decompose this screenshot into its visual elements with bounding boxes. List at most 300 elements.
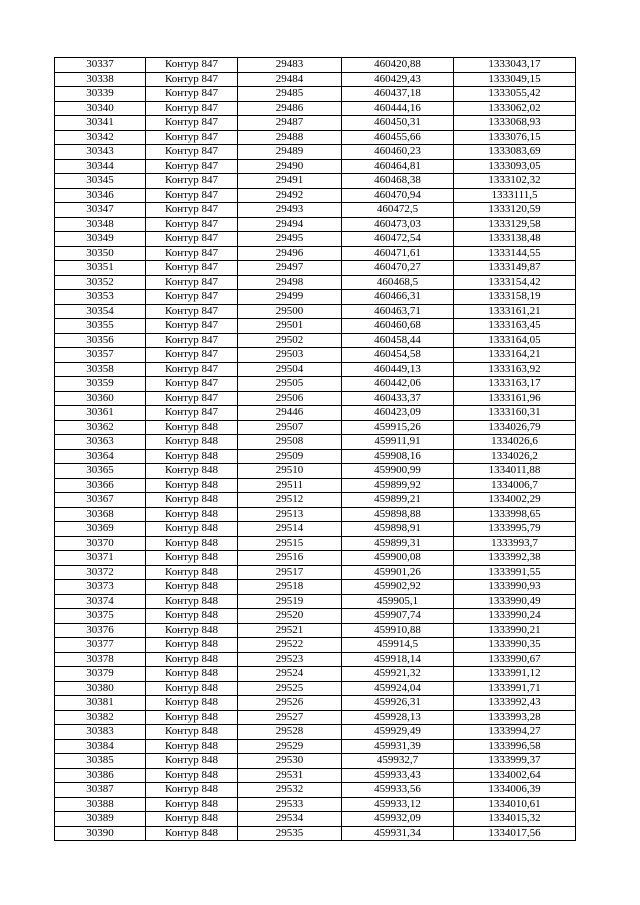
y-coordinate-cell: 1333161,21 xyxy=(454,304,576,319)
y-coordinate-cell: 1334026,6 xyxy=(454,435,576,450)
contour-cell: Контур 848 xyxy=(146,565,238,580)
vertex-number-cell: 29488 xyxy=(238,130,342,145)
table-row xyxy=(55,652,576,667)
table-row xyxy=(55,696,576,711)
y-coordinate-cell: 1333158,19 xyxy=(454,290,576,305)
vertex-number-cell: 29495 xyxy=(238,232,342,247)
contour-cell: Контур 847 xyxy=(146,58,238,73)
y-coordinate-cell: 1333163,92 xyxy=(454,362,576,377)
table-row xyxy=(55,377,576,392)
point-number-cell: 30381 xyxy=(55,696,146,711)
point-number-cell: 30383 xyxy=(55,725,146,740)
table-row xyxy=(55,232,576,247)
x-coordinate-cell: 459898,91 xyxy=(342,522,454,537)
point-number-cell: 30374 xyxy=(55,594,146,609)
y-coordinate-cell: 1333163,17 xyxy=(454,377,576,392)
x-coordinate-cell: 459933,43 xyxy=(342,768,454,783)
vertex-number-cell: 29510 xyxy=(238,464,342,479)
vertex-number-cell: 29517 xyxy=(238,565,342,580)
contour-cell: Контур 848 xyxy=(146,493,238,508)
x-coordinate-cell: 459931,39 xyxy=(342,739,454,754)
x-coordinate-cell: 459907,74 xyxy=(342,609,454,624)
table-row xyxy=(55,116,576,131)
vertex-number-cell: 29504 xyxy=(238,362,342,377)
table-row xyxy=(55,290,576,305)
x-coordinate-cell: 459928,13 xyxy=(342,710,454,725)
contour-cell: Контур 847 xyxy=(146,116,238,131)
point-number-cell: 30338 xyxy=(55,72,146,87)
vertex-number-cell: 29494 xyxy=(238,217,342,232)
contour-cell: Контур 848 xyxy=(146,652,238,667)
table-row xyxy=(55,217,576,232)
y-coordinate-cell: 1333076,15 xyxy=(454,130,576,145)
point-number-cell: 30359 xyxy=(55,377,146,392)
point-number-cell: 30355 xyxy=(55,319,146,334)
table-row xyxy=(55,174,576,189)
point-number-cell: 30342 xyxy=(55,130,146,145)
point-number-cell: 30339 xyxy=(55,87,146,102)
contour-cell: Контур 848 xyxy=(146,681,238,696)
x-coordinate-cell: 460433,37 xyxy=(342,391,454,406)
vertex-number-cell: 29498 xyxy=(238,275,342,290)
contour-cell: Контур 847 xyxy=(146,72,238,87)
point-number-cell: 30376 xyxy=(55,623,146,638)
point-number-cell: 30365 xyxy=(55,464,146,479)
contour-cell: Контур 848 xyxy=(146,464,238,479)
vertex-number-cell: 29490 xyxy=(238,159,342,174)
contour-cell: Контур 847 xyxy=(146,159,238,174)
vertex-number-cell: 29499 xyxy=(238,290,342,305)
y-coordinate-cell: 1333990,67 xyxy=(454,652,576,667)
table-row xyxy=(55,565,576,580)
vertex-number-cell: 29497 xyxy=(238,261,342,276)
table-row xyxy=(55,145,576,160)
x-coordinate-cell: 460472,5 xyxy=(342,203,454,218)
vertex-number-cell: 29530 xyxy=(238,754,342,769)
table-row xyxy=(55,203,576,218)
x-coordinate-cell: 459924,04 xyxy=(342,681,454,696)
contour-cell: Контур 847 xyxy=(146,246,238,261)
table-row xyxy=(55,710,576,725)
contour-cell: Контур 848 xyxy=(146,725,238,740)
vertex-number-cell: 29511 xyxy=(238,478,342,493)
table-row xyxy=(55,464,576,479)
y-coordinate-cell: 1333154,42 xyxy=(454,275,576,290)
table-row xyxy=(55,580,576,595)
point-number-cell: 30388 xyxy=(55,797,146,812)
contour-cell: Контур 847 xyxy=(146,319,238,334)
table-row xyxy=(55,797,576,812)
point-number-cell: 30344 xyxy=(55,159,146,174)
contour-cell: Контур 847 xyxy=(146,362,238,377)
table-row xyxy=(55,826,576,841)
vertex-number-cell: 29513 xyxy=(238,507,342,522)
point-number-cell: 30371 xyxy=(55,551,146,566)
x-coordinate-cell: 459905,1 xyxy=(342,594,454,609)
table-row xyxy=(55,87,576,102)
contour-cell: Контур 847 xyxy=(146,290,238,305)
contour-cell: Контур 848 xyxy=(146,536,238,551)
x-coordinate-cell: 460458,44 xyxy=(342,333,454,348)
vertex-number-cell: 29508 xyxy=(238,435,342,450)
contour-cell: Контур 847 xyxy=(146,261,238,276)
x-coordinate-cell: 460429,43 xyxy=(342,72,454,87)
contour-cell: Контур 847 xyxy=(146,348,238,363)
contour-cell: Контур 848 xyxy=(146,609,238,624)
table-row xyxy=(55,304,576,319)
y-coordinate-cell: 1333102,32 xyxy=(454,174,576,189)
contour-cell: Контур 847 xyxy=(146,188,238,203)
vertex-number-cell: 29523 xyxy=(238,652,342,667)
table-row xyxy=(55,768,576,783)
table-row xyxy=(55,754,576,769)
point-number-cell: 30369 xyxy=(55,522,146,537)
table-row xyxy=(55,623,576,638)
x-coordinate-cell: 459914,5 xyxy=(342,638,454,653)
y-coordinate-cell: 1334015,32 xyxy=(454,812,576,827)
vertex-number-cell: 29500 xyxy=(238,304,342,319)
vertex-number-cell: 29535 xyxy=(238,826,342,841)
y-coordinate-cell: 1333149,87 xyxy=(454,261,576,276)
point-number-cell: 30379 xyxy=(55,667,146,682)
x-coordinate-cell: 460420,88 xyxy=(342,58,454,73)
y-coordinate-cell: 1333043,17 xyxy=(454,58,576,73)
vertex-number-cell: 29487 xyxy=(238,116,342,131)
x-coordinate-cell: 459918,14 xyxy=(342,652,454,667)
point-number-cell: 30346 xyxy=(55,188,146,203)
point-number-cell: 30348 xyxy=(55,217,146,232)
vertex-number-cell: 29483 xyxy=(238,58,342,73)
y-coordinate-cell: 1333992,43 xyxy=(454,696,576,711)
table-row xyxy=(55,783,576,798)
contour-cell: Контур 847 xyxy=(146,174,238,189)
x-coordinate-cell: 459933,56 xyxy=(342,783,454,798)
vertex-number-cell: 29532 xyxy=(238,783,342,798)
vertex-number-cell: 29527 xyxy=(238,710,342,725)
contour-cell: Контур 847 xyxy=(146,391,238,406)
x-coordinate-cell: 460454,58 xyxy=(342,348,454,363)
y-coordinate-cell: 1333062,02 xyxy=(454,101,576,116)
y-coordinate-cell: 1333995,79 xyxy=(454,522,576,537)
point-number-cell: 30340 xyxy=(55,101,146,116)
y-coordinate-cell: 1333998,65 xyxy=(454,507,576,522)
x-coordinate-cell: 459898,88 xyxy=(342,507,454,522)
table-row xyxy=(55,188,576,203)
y-coordinate-cell: 1333055,42 xyxy=(454,87,576,102)
contour-cell: Контур 848 xyxy=(146,435,238,450)
y-coordinate-cell: 1333996,58 xyxy=(454,739,576,754)
table-row xyxy=(55,275,576,290)
point-number-cell: 30368 xyxy=(55,507,146,522)
y-coordinate-cell: 1333164,05 xyxy=(454,333,576,348)
vertex-number-cell: 29528 xyxy=(238,725,342,740)
vertex-number-cell: 29519 xyxy=(238,594,342,609)
vertex-number-cell: 29526 xyxy=(238,696,342,711)
x-coordinate-cell: 460423,09 xyxy=(342,406,454,421)
vertex-number-cell: 29525 xyxy=(238,681,342,696)
table-row xyxy=(55,667,576,682)
point-number-cell: 30386 xyxy=(55,768,146,783)
y-coordinate-cell: 1333161,96 xyxy=(454,391,576,406)
point-number-cell: 30384 xyxy=(55,739,146,754)
y-coordinate-cell: 1333991,55 xyxy=(454,565,576,580)
table-row xyxy=(55,130,576,145)
y-coordinate-cell: 1334006,39 xyxy=(454,783,576,798)
vertex-number-cell: 29533 xyxy=(238,797,342,812)
x-coordinate-cell: 459915,26 xyxy=(342,420,454,435)
table-row xyxy=(55,319,576,334)
table-row xyxy=(55,594,576,609)
point-number-cell: 30367 xyxy=(55,493,146,508)
point-number-cell: 30378 xyxy=(55,652,146,667)
x-coordinate-cell: 459899,31 xyxy=(342,536,454,551)
x-coordinate-cell: 459911,91 xyxy=(342,435,454,450)
table-row xyxy=(55,449,576,464)
table-row xyxy=(55,159,576,174)
contour-cell: Контур 848 xyxy=(146,667,238,682)
x-coordinate-cell: 460449,13 xyxy=(342,362,454,377)
contour-cell: Контур 847 xyxy=(146,145,238,160)
x-coordinate-cell: 459933,12 xyxy=(342,797,454,812)
y-coordinate-cell: 1334006,7 xyxy=(454,478,576,493)
vertex-number-cell: 29503 xyxy=(238,348,342,363)
point-number-cell: 30373 xyxy=(55,580,146,595)
table-row xyxy=(55,681,576,696)
x-coordinate-cell: 460470,27 xyxy=(342,261,454,276)
contour-cell: Контур 847 xyxy=(146,333,238,348)
contour-cell: Контур 848 xyxy=(146,754,238,769)
point-number-cell: 30377 xyxy=(55,638,146,653)
y-coordinate-cell: 1333049,15 xyxy=(454,72,576,87)
vertex-number-cell: 29515 xyxy=(238,536,342,551)
vertex-number-cell: 29484 xyxy=(238,72,342,87)
vertex-number-cell: 29446 xyxy=(238,406,342,421)
point-number-cell: 30351 xyxy=(55,261,146,276)
point-number-cell: 30360 xyxy=(55,391,146,406)
contour-cell: Контур 848 xyxy=(146,638,238,653)
table-row xyxy=(55,536,576,551)
point-number-cell: 30349 xyxy=(55,232,146,247)
vertex-number-cell: 29496 xyxy=(238,246,342,261)
x-coordinate-cell: 459929,49 xyxy=(342,725,454,740)
contour-cell: Контур 847 xyxy=(146,101,238,116)
x-coordinate-cell: 460468,5 xyxy=(342,275,454,290)
vertex-number-cell: 29506 xyxy=(238,391,342,406)
table-row xyxy=(55,348,576,363)
point-number-cell: 30354 xyxy=(55,304,146,319)
contour-cell: Контур 847 xyxy=(146,275,238,290)
coordinates-table-body xyxy=(55,58,576,841)
point-number-cell: 30382 xyxy=(55,710,146,725)
y-coordinate-cell: 1333093,05 xyxy=(454,159,576,174)
y-coordinate-cell: 1334026,79 xyxy=(454,420,576,435)
y-coordinate-cell: 1334010,61 xyxy=(454,797,576,812)
point-number-cell: 30343 xyxy=(55,145,146,160)
point-number-cell: 30390 xyxy=(55,826,146,841)
table-row xyxy=(55,261,576,276)
x-coordinate-cell: 460471,61 xyxy=(342,246,454,261)
y-coordinate-cell: 1333990,93 xyxy=(454,580,576,595)
point-number-cell: 30356 xyxy=(55,333,146,348)
vertex-number-cell: 29493 xyxy=(238,203,342,218)
table-row xyxy=(55,522,576,537)
table-row xyxy=(55,551,576,566)
table-row xyxy=(55,493,576,508)
point-number-cell: 30366 xyxy=(55,478,146,493)
x-coordinate-cell: 460473,03 xyxy=(342,217,454,232)
contour-cell: Контур 848 xyxy=(146,522,238,537)
table-row xyxy=(55,391,576,406)
y-coordinate-cell: 1333164,21 xyxy=(454,348,576,363)
vertex-number-cell: 29522 xyxy=(238,638,342,653)
y-coordinate-cell: 1333990,49 xyxy=(454,594,576,609)
table-row xyxy=(55,58,576,73)
y-coordinate-cell: 1333990,24 xyxy=(454,609,576,624)
x-coordinate-cell: 459900,99 xyxy=(342,464,454,479)
y-coordinate-cell: 1334026,2 xyxy=(454,449,576,464)
contour-cell: Контур 848 xyxy=(146,768,238,783)
y-coordinate-cell: 1333138,48 xyxy=(454,232,576,247)
point-number-cell: 30387 xyxy=(55,783,146,798)
y-coordinate-cell: 1333144,55 xyxy=(454,246,576,261)
x-coordinate-cell: 460455,66 xyxy=(342,130,454,145)
point-number-cell: 30353 xyxy=(55,290,146,305)
y-coordinate-cell: 1333993,28 xyxy=(454,710,576,725)
contour-cell: Контур 848 xyxy=(146,594,238,609)
vertex-number-cell: 29486 xyxy=(238,101,342,116)
contour-cell: Контур 848 xyxy=(146,449,238,464)
x-coordinate-cell: 459910,88 xyxy=(342,623,454,638)
x-coordinate-cell: 459901,26 xyxy=(342,565,454,580)
point-number-cell: 30363 xyxy=(55,435,146,450)
contour-cell: Контур 847 xyxy=(146,130,238,145)
y-coordinate-cell: 1333111,5 xyxy=(454,188,576,203)
vertex-number-cell: 29531 xyxy=(238,768,342,783)
contour-cell: Контур 848 xyxy=(146,551,238,566)
x-coordinate-cell: 460463,71 xyxy=(342,304,454,319)
table-row xyxy=(55,812,576,827)
table-row xyxy=(55,609,576,624)
y-coordinate-cell: 1333994,27 xyxy=(454,725,576,740)
coordinates-table xyxy=(54,57,576,841)
point-number-cell: 30362 xyxy=(55,420,146,435)
contour-cell: Контур 848 xyxy=(146,507,238,522)
point-number-cell: 30358 xyxy=(55,362,146,377)
point-number-cell: 30345 xyxy=(55,174,146,189)
table-row xyxy=(55,362,576,377)
point-number-cell: 30372 xyxy=(55,565,146,580)
x-coordinate-cell: 459899,21 xyxy=(342,493,454,508)
vertex-number-cell: 29518 xyxy=(238,580,342,595)
vertex-number-cell: 29509 xyxy=(238,449,342,464)
point-number-cell: 30357 xyxy=(55,348,146,363)
table-row xyxy=(55,420,576,435)
contour-cell: Контур 847 xyxy=(146,232,238,247)
x-coordinate-cell: 460460,68 xyxy=(342,319,454,334)
vertex-number-cell: 29512 xyxy=(238,493,342,508)
y-coordinate-cell: 1333129,58 xyxy=(454,217,576,232)
x-coordinate-cell: 460437,18 xyxy=(342,87,454,102)
point-number-cell: 30347 xyxy=(55,203,146,218)
table-row xyxy=(55,478,576,493)
vertex-number-cell: 29534 xyxy=(238,812,342,827)
contour-cell: Контур 847 xyxy=(146,304,238,319)
table-row xyxy=(55,406,576,421)
table-row xyxy=(55,435,576,450)
contour-cell: Контур 848 xyxy=(146,826,238,841)
contour-cell: Контур 848 xyxy=(146,623,238,638)
x-coordinate-cell: 459921,32 xyxy=(342,667,454,682)
y-coordinate-cell: 1333083,69 xyxy=(454,145,576,160)
contour-cell: Контур 847 xyxy=(146,406,238,421)
table-row xyxy=(55,246,576,261)
vertex-number-cell: 29492 xyxy=(238,188,342,203)
y-coordinate-cell: 1333991,12 xyxy=(454,667,576,682)
x-coordinate-cell: 459926,31 xyxy=(342,696,454,711)
y-coordinate-cell: 1333992,38 xyxy=(454,551,576,566)
vertex-number-cell: 29529 xyxy=(238,739,342,754)
table-row xyxy=(55,638,576,653)
x-coordinate-cell: 460460,23 xyxy=(342,145,454,160)
contour-cell: Контур 847 xyxy=(146,87,238,102)
vertex-number-cell: 29505 xyxy=(238,377,342,392)
point-number-cell: 30364 xyxy=(55,449,146,464)
contour-cell: Контур 848 xyxy=(146,696,238,711)
x-coordinate-cell: 460470,94 xyxy=(342,188,454,203)
contour-cell: Контур 848 xyxy=(146,478,238,493)
x-coordinate-cell: 460450,31 xyxy=(342,116,454,131)
contour-cell: Контур 848 xyxy=(146,797,238,812)
x-coordinate-cell: 459908,16 xyxy=(342,449,454,464)
x-coordinate-cell: 460466,31 xyxy=(342,290,454,305)
vertex-number-cell: 29502 xyxy=(238,333,342,348)
table-row xyxy=(55,101,576,116)
x-coordinate-cell: 459932,09 xyxy=(342,812,454,827)
point-number-cell: 30350 xyxy=(55,246,146,261)
y-coordinate-cell: 1334011,88 xyxy=(454,464,576,479)
vertex-number-cell: 29485 xyxy=(238,87,342,102)
y-coordinate-cell: 1334002,64 xyxy=(454,768,576,783)
table-row xyxy=(55,72,576,87)
y-coordinate-cell: 1334017,56 xyxy=(454,826,576,841)
vertex-number-cell: 29514 xyxy=(238,522,342,537)
y-coordinate-cell: 1333991,71 xyxy=(454,681,576,696)
x-coordinate-cell: 459902,92 xyxy=(342,580,454,595)
point-number-cell: 30361 xyxy=(55,406,146,421)
contour-cell: Контур 847 xyxy=(146,217,238,232)
point-number-cell: 30370 xyxy=(55,536,146,551)
contour-cell: Контур 848 xyxy=(146,420,238,435)
table-row xyxy=(55,725,576,740)
point-number-cell: 30337 xyxy=(55,58,146,73)
contour-cell: Контур 848 xyxy=(146,739,238,754)
vertex-number-cell: 29524 xyxy=(238,667,342,682)
contour-cell: Контур 847 xyxy=(146,377,238,392)
contour-cell: Контур 848 xyxy=(146,783,238,798)
vertex-number-cell: 29507 xyxy=(238,420,342,435)
y-coordinate-cell: 1333999,37 xyxy=(454,754,576,769)
x-coordinate-cell: 459900,08 xyxy=(342,551,454,566)
y-coordinate-cell: 1333990,35 xyxy=(454,638,576,653)
table-row xyxy=(55,507,576,522)
x-coordinate-cell: 460472,54 xyxy=(342,232,454,247)
vertex-number-cell: 29516 xyxy=(238,551,342,566)
vertex-number-cell: 29521 xyxy=(238,623,342,638)
contour-cell: Контур 848 xyxy=(146,812,238,827)
y-coordinate-cell: 1334002,29 xyxy=(454,493,576,508)
contour-cell: Контур 848 xyxy=(146,580,238,595)
point-number-cell: 30389 xyxy=(55,812,146,827)
